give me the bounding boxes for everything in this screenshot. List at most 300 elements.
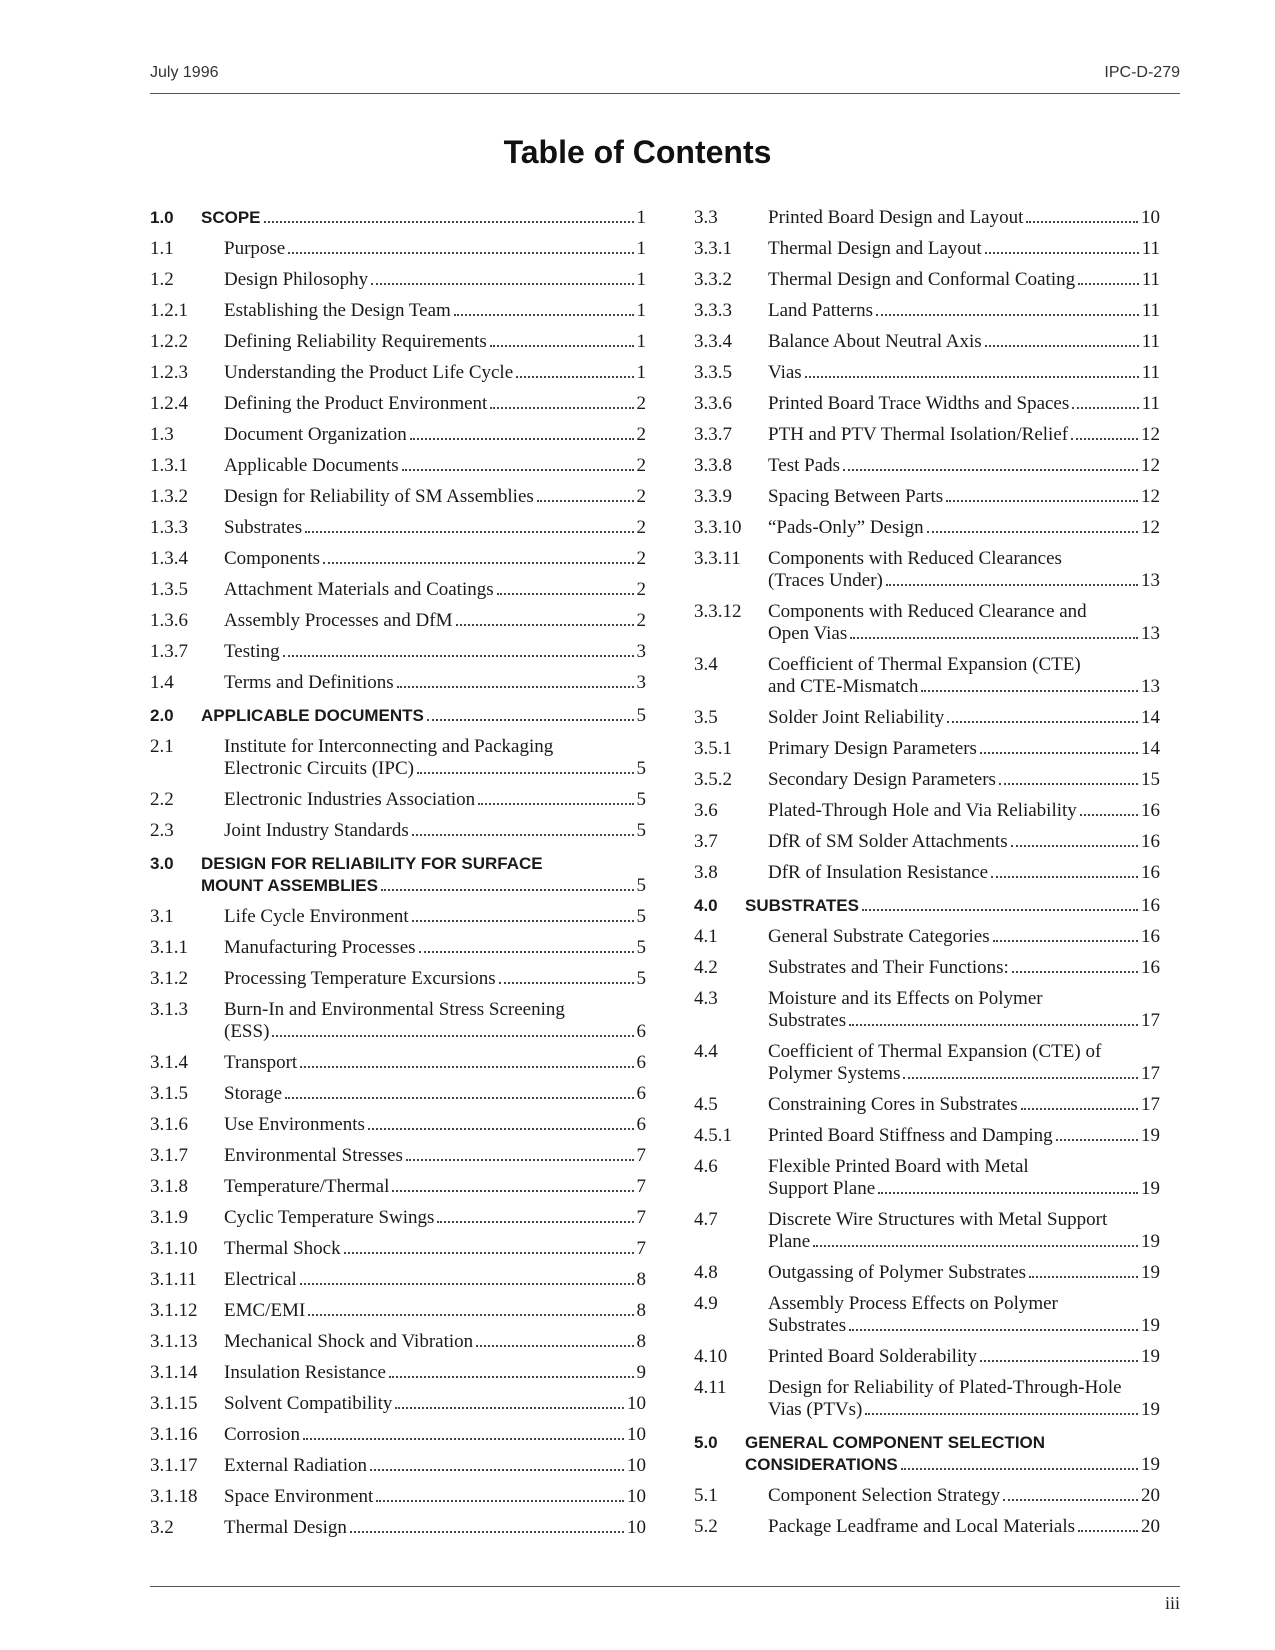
- toc-entry-title: Use Environments: [224, 1114, 365, 1135]
- toc-entry[interactable]: [694, 957, 1160, 979]
- dot-leader: [985, 252, 1139, 254]
- dot-leader: [303, 1438, 624, 1440]
- dot-leader: [927, 531, 1138, 533]
- toc-entry-title: Assembly Processes and DfM: [224, 610, 453, 631]
- toc-entry-title: Test Pads: [768, 455, 841, 476]
- toc-page-number: 11: [1141, 269, 1160, 290]
- toc-entry-title: Design Philosophy: [224, 269, 369, 290]
- toc-entry[interactable]: [150, 1393, 646, 1415]
- toc-entry[interactable]: [150, 1269, 646, 1291]
- toc-section-entry[interactable]: [150, 705, 646, 727]
- toc-entry[interactable]: [694, 393, 1160, 415]
- dot-leader: [1021, 1108, 1138, 1110]
- toc-entry-number: 3.1.14: [150, 1362, 198, 1383]
- toc-entry-number: 1.1: [150, 238, 174, 259]
- toc-entry-number: 2.1: [150, 736, 174, 757]
- dot-leader: [901, 1468, 1138, 1470]
- dot-leader: [991, 876, 1138, 878]
- toc-entry-title: Attachment Materials and Coatings: [224, 579, 494, 600]
- toc-page-number: 16: [1141, 957, 1160, 978]
- toc-entry-number: 3.6: [694, 800, 718, 821]
- toc-entry[interactable]: [150, 641, 646, 663]
- dot-leader: [1029, 1276, 1138, 1278]
- toc-entry-title: Substrates: [768, 1010, 847, 1031]
- toc-entry-title: Constraining Cores in Substrates: [768, 1094, 1018, 1115]
- toc-entry-title: Processing Temperature Excursions: [224, 968, 496, 989]
- toc-entry-title: Thermal Design and Layout: [768, 238, 982, 259]
- dot-leader: [392, 1190, 633, 1192]
- toc-entry[interactable]: [694, 707, 1160, 729]
- toc-entry-title: Defining the Product Environment: [224, 393, 488, 414]
- toc-entry-title: Understanding the Product Life Cycle: [224, 362, 514, 383]
- toc-entry[interactable]: [694, 331, 1160, 353]
- toc-entry-number: 2.2: [150, 789, 174, 810]
- toc-page-number: 11: [1141, 393, 1160, 414]
- toc-entry[interactable]: [150, 455, 646, 477]
- toc-entry-number: 3.3.12: [694, 601, 742, 622]
- toc-entry-title: Coefficient of Thermal Expansion (CTE) of: [768, 1041, 1102, 1062]
- toc-section-entry[interactable]: [694, 895, 1160, 917]
- toc-entry-number: 5.2: [694, 1516, 718, 1537]
- toc-page-number: 3: [636, 641, 646, 662]
- toc-entry[interactable]: [150, 486, 646, 508]
- dot-leader: [886, 584, 1138, 586]
- toc-entry-title: Polymer Systems: [768, 1063, 901, 1084]
- toc-page-number: 19: [1141, 1125, 1160, 1146]
- toc-entry-number: 3.1.8: [150, 1176, 188, 1197]
- toc-entry[interactable]: [150, 548, 646, 570]
- dot-leader: [1056, 1139, 1138, 1141]
- dot-leader: [490, 345, 634, 347]
- dot-leader: [1071, 438, 1138, 440]
- toc-entry-title: Outgassing of Polymer Substrates: [768, 1262, 1027, 1283]
- toc-entry[interactable]: [150, 238, 646, 260]
- toc-section-entry[interactable]: [694, 1432, 1160, 1476]
- toc-entry-title: Solder Joint Reliability: [768, 707, 945, 728]
- dot-leader: [1011, 845, 1138, 847]
- toc-page-number: 16: [1141, 862, 1160, 883]
- toc-page-number: 2: [636, 517, 646, 538]
- toc-entry-number: 1.3.4: [150, 548, 188, 569]
- toc-entry-number: 4.6: [694, 1156, 718, 1177]
- toc-entry-title: Discrete Wire Structures with Metal Support: [768, 1209, 1108, 1230]
- toc-page-number: 5: [636, 789, 646, 810]
- dot-leader: [410, 438, 634, 440]
- toc-entry[interactable]: [694, 548, 1160, 592]
- toc-entry[interactable]: [150, 820, 646, 842]
- toc-entry[interactable]: [694, 424, 1160, 446]
- toc-page-number: 2: [636, 424, 646, 445]
- dot-leader: [344, 1252, 634, 1254]
- footer-rule: [150, 1586, 1180, 1587]
- toc-entry-number: 3.1.5: [150, 1083, 188, 1104]
- toc-page-number: 2: [636, 486, 646, 507]
- toc-page-number: 17: [1141, 1063, 1160, 1084]
- toc-entry[interactable]: [694, 926, 1160, 948]
- toc-entry[interactable]: [150, 517, 646, 539]
- toc-entry[interactable]: [694, 486, 1160, 508]
- toc-page-number: 16: [1141, 831, 1160, 852]
- toc-entry-number: 3.1.3: [150, 999, 188, 1020]
- toc-page-number: 13: [1141, 676, 1160, 697]
- toc-entry-number: 3.2: [150, 1517, 174, 1538]
- toc-entry[interactable]: [150, 1238, 646, 1260]
- toc-entry-number: 3.3.2: [694, 269, 732, 290]
- toc-entry-number: 3.1.12: [150, 1300, 198, 1321]
- toc-entry-number: 1.2.2: [150, 331, 188, 352]
- toc-entry-title: Assembly Process Effects on Polymer: [768, 1293, 1058, 1314]
- toc-entry-title: Plane: [768, 1231, 811, 1252]
- toc-entry-title: (ESS): [224, 1021, 270, 1042]
- dot-leader: [499, 982, 634, 984]
- toc-entry[interactable]: [150, 1300, 646, 1322]
- toc-entry[interactable]: [694, 1156, 1160, 1200]
- dot-leader: [376, 1500, 624, 1502]
- toc-page-number: 1: [636, 331, 646, 352]
- toc-section-entry[interactable]: [150, 207, 646, 229]
- toc-entry[interactable]: [694, 1209, 1160, 1253]
- dot-leader: [406, 1159, 634, 1161]
- toc-entry-title: PTH and PTV Thermal Isolation/Relief: [768, 424, 1069, 445]
- toc-page-number: 7: [636, 1238, 646, 1259]
- toc-entry-number: 4.5.1: [694, 1125, 732, 1146]
- toc-entry[interactable]: [150, 1207, 646, 1229]
- dot-leader: [417, 772, 634, 774]
- toc-entry-title: Applicable Documents: [224, 455, 399, 476]
- toc-page-number: 6: [636, 1021, 646, 1042]
- toc-entry-number: 1.2.1: [150, 300, 188, 321]
- toc-entry[interactable]: [694, 800, 1160, 822]
- toc-entry-number: 3.3.8: [694, 455, 732, 476]
- toc-page-number: 5: [636, 875, 646, 896]
- toc-entry-number: 3.1.1: [150, 937, 188, 958]
- toc-entry-title: Flexible Printed Board with Metal: [768, 1156, 1029, 1177]
- toc-entry-title: Vias (PTVs): [768, 1399, 863, 1420]
- toc-column-right: [694, 207, 1160, 1547]
- toc-entry[interactable]: [694, 988, 1160, 1032]
- toc-page-number: 5: [636, 906, 646, 927]
- toc-entry[interactable]: [150, 1331, 646, 1353]
- toc-entry-number: 3.1.13: [150, 1331, 198, 1352]
- toc-entry[interactable]: [150, 789, 646, 811]
- toc-entry[interactable]: [694, 1262, 1160, 1284]
- toc-entry[interactable]: [694, 1125, 1160, 1147]
- dot-leader: [397, 686, 634, 688]
- toc-entry[interactable]: [694, 1516, 1160, 1538]
- dot-leader: [371, 283, 633, 285]
- dot-leader: [454, 314, 634, 316]
- toc-entry-title: Insulation Resistance: [224, 1362, 386, 1383]
- toc-page-number: 9: [636, 1362, 646, 1383]
- toc-entry[interactable]: [150, 269, 646, 291]
- toc-entry-number: 1.0: [150, 208, 174, 227]
- dot-leader: [300, 1283, 634, 1285]
- toc-entry-title: Joint Industry Standards: [224, 820, 409, 841]
- toc-entry-title: Package Leadframe and Local Materials: [768, 1516, 1076, 1537]
- toc-entry-title: Purpose: [224, 238, 286, 259]
- toc-entry-title: Balance About Neutral Axis: [768, 331, 982, 352]
- toc-section-entry[interactable]: [150, 853, 646, 897]
- toc-entry-number: 5.0: [694, 1433, 718, 1452]
- toc-entry-title: Component Selection Strategy: [768, 1485, 1001, 1506]
- toc-entry-title: Printed Board Solderability: [768, 1346, 977, 1367]
- dot-leader: [305, 531, 633, 533]
- toc-page-number: 7: [636, 1207, 646, 1228]
- toc-entry-number: 1.3.6: [150, 610, 188, 631]
- toc-entry-title: Thermal Design and Conformal Coating: [768, 269, 1076, 290]
- toc-entry-title: Components with Reduced Clearance and: [768, 601, 1087, 622]
- toc-entry[interactable]: [694, 300, 1160, 322]
- toc-entry-number: 3.8: [694, 862, 718, 883]
- dot-leader: [903, 1077, 1138, 1079]
- toc-page-number: 19: [1141, 1346, 1160, 1367]
- toc-entry-number: 4.4: [694, 1041, 718, 1062]
- toc-entry-title: Open Vias: [768, 623, 848, 644]
- dot-leader: [381, 889, 634, 891]
- toc-page-number: 19: [1141, 1315, 1160, 1336]
- toc-page-number: 17: [1141, 1010, 1160, 1031]
- toc-page-number: 19: [1141, 1262, 1160, 1283]
- toc-entry[interactable]: [694, 769, 1160, 791]
- page-number: iii: [1164, 1593, 1180, 1613]
- toc-entry[interactable]: [150, 300, 646, 322]
- toc-entry[interactable]: [694, 207, 1160, 229]
- dot-leader: [1080, 814, 1138, 816]
- toc-entry-number: 1.3.2: [150, 486, 188, 507]
- toc-entry[interactable]: [694, 1346, 1160, 1368]
- toc-entry-number: 3.3.11: [694, 548, 741, 569]
- dot-leader: [456, 624, 634, 626]
- toc-page-number: 5: [636, 968, 646, 989]
- toc-page-number: 6: [636, 1083, 646, 1104]
- toc-entry-title: Burn-In and Environmental Stress Screening: [224, 999, 565, 1020]
- dot-leader: [805, 376, 1139, 378]
- dot-leader: [876, 314, 1139, 316]
- running-header-date: July 1996: [150, 64, 219, 81]
- dot-leader: [813, 1245, 1138, 1247]
- toc-entry[interactable]: [150, 424, 646, 446]
- toc-entry-number: 3.3.7: [694, 424, 732, 445]
- toc-entry[interactable]: [150, 1486, 646, 1508]
- toc-page-number: 16: [1141, 926, 1160, 947]
- toc-entry-title: External Radiation: [224, 1455, 367, 1476]
- toc-entry-title: Thermal Shock: [224, 1238, 341, 1259]
- toc-entry-title: Components with Reduced Clearances: [768, 548, 1062, 569]
- toc-page-number: 1: [636, 300, 646, 321]
- toc-entry-number: 4.7: [694, 1209, 718, 1230]
- toc-page-number: 11: [1141, 300, 1160, 321]
- toc-entry[interactable]: [694, 455, 1160, 477]
- toc-entry-number: 3.3.3: [694, 300, 732, 321]
- toc-entry[interactable]: [150, 579, 646, 601]
- toc-entry-number: 3.1.16: [150, 1424, 198, 1445]
- toc-entry[interactable]: [150, 1362, 646, 1384]
- toc-entry-number: 3.1.17: [150, 1455, 198, 1476]
- toc-entry-number: 4.8: [694, 1262, 718, 1283]
- dot-leader: [389, 1376, 634, 1378]
- toc-entry[interactable]: [150, 1455, 646, 1477]
- toc-entry-number: 1.3.3: [150, 517, 188, 538]
- dot-leader: [283, 655, 634, 657]
- toc-entry[interactable]: [150, 1145, 646, 1167]
- toc-entry[interactable]: [694, 238, 1160, 260]
- toc-page-number: 10: [627, 1393, 646, 1414]
- toc-page-number: 19: [1141, 1178, 1160, 1199]
- toc-entry-title: Transport: [224, 1052, 298, 1073]
- toc-entry[interactable]: [694, 269, 1160, 291]
- toc-entry-number: 3.1.9: [150, 1207, 188, 1228]
- toc-entry[interactable]: [150, 968, 646, 990]
- toc-entry-title: Space Environment: [224, 1486, 374, 1507]
- toc-entry-number: 5.1: [694, 1485, 718, 1506]
- toc-page-number: 3: [636, 672, 646, 693]
- dot-leader: [921, 690, 1138, 692]
- toc-page-number: 11: [1141, 331, 1160, 352]
- toc-entry[interactable]: [694, 862, 1160, 884]
- toc-entry[interactable]: [150, 999, 646, 1043]
- toc-entry[interactable]: [694, 738, 1160, 760]
- toc-entry[interactable]: [150, 1517, 646, 1539]
- toc-page-number: 12: [1141, 517, 1160, 538]
- toc-page-number: 10: [627, 1424, 646, 1445]
- toc-page-number: 8: [636, 1331, 646, 1352]
- toc-entry-title: Electronic Industries Association: [224, 789, 476, 810]
- toc-entry-number: 3.3.6: [694, 393, 732, 414]
- toc-entry-title: Support Plane: [768, 1178, 876, 1199]
- toc-page-number: 2: [636, 393, 646, 414]
- dot-leader: [350, 1531, 624, 1533]
- toc-entry[interactable]: [150, 393, 646, 415]
- toc-entry-number: 1.2.4: [150, 393, 188, 414]
- dot-leader: [490, 407, 633, 409]
- toc-entry[interactable]: [150, 736, 646, 780]
- toc-entry-number: 3.5: [694, 707, 718, 728]
- toc-entry-number: 1.3.1: [150, 455, 188, 476]
- toc-entry[interactable]: [694, 1293, 1160, 1337]
- toc-page-number: 20: [1141, 1485, 1160, 1506]
- toc-entry-title: Printed Board Design and Layout: [768, 207, 1024, 228]
- toc-entry-title: Corrosion: [224, 1424, 300, 1445]
- toc-entry[interactable]: [694, 1094, 1160, 1116]
- toc-entry-number: 3.5.2: [694, 769, 732, 790]
- toc-page-number: 16: [1141, 800, 1160, 821]
- dot-leader: [419, 951, 634, 953]
- toc-entry-title: SUBSTRATES: [745, 896, 859, 915]
- toc-entry[interactable]: [694, 517, 1160, 539]
- toc-entry-number: 3.4: [694, 654, 718, 675]
- toc-page-number: 8: [636, 1300, 646, 1321]
- toc-entry-title: Secondary Design Parameters: [768, 769, 996, 790]
- toc-entry[interactable]: [694, 601, 1160, 645]
- toc-page-number: 12: [1141, 455, 1160, 476]
- toc-entry[interactable]: [150, 937, 646, 959]
- toc-entry[interactable]: [150, 672, 646, 694]
- toc-entry[interactable]: [694, 654, 1160, 698]
- toc-entry[interactable]: [150, 1424, 646, 1446]
- toc-entry-number: 4.1: [694, 926, 718, 947]
- toc-entry-title: Substrates and Their Functions:: [768, 957, 1009, 978]
- toc-entry-title: Defining Reliability Requirements: [224, 331, 487, 352]
- toc-page-number: 2: [636, 579, 646, 600]
- toc-entry[interactable]: [150, 362, 646, 384]
- toc-page-number: 1: [636, 238, 646, 259]
- toc-page-number: 17: [1141, 1094, 1160, 1115]
- toc-entry-number: 1.4: [150, 672, 174, 693]
- toc-column-left: [150, 207, 646, 1548]
- toc-entry-number: 3.1.2: [150, 968, 188, 989]
- toc-entry-title: Moisture and its Effects on Polymer: [768, 988, 1043, 1009]
- toc-entry-title: Coefficient of Thermal Expansion (CTE): [768, 654, 1081, 675]
- dot-leader: [412, 920, 634, 922]
- dot-leader: [264, 221, 634, 223]
- toc-entry[interactable]: [150, 906, 646, 928]
- toc-entry[interactable]: [150, 610, 646, 632]
- toc-page-number: 1: [636, 362, 646, 383]
- toc-entry-number: 3.3: [694, 207, 718, 228]
- toc-entry-number: 3.0: [150, 854, 174, 873]
- toc-page-number: 5: [636, 937, 646, 958]
- toc-page-number: 7: [636, 1145, 646, 1166]
- toc-entry-title: GENERAL COMPONENT SELECTION: [745, 1433, 1046, 1452]
- toc-entry[interactable]: [150, 331, 646, 353]
- toc-entry-title: Electrical: [224, 1269, 297, 1290]
- dot-leader: [370, 1469, 624, 1471]
- toc-entry-number: 3.1.18: [150, 1486, 198, 1507]
- toc-entry[interactable]: [694, 1485, 1160, 1507]
- toc-entry[interactable]: [150, 1083, 646, 1105]
- dot-leader: [476, 1345, 633, 1347]
- toc-page-number: 10: [1141, 207, 1160, 228]
- toc-entry-title: Life Cycle Environment: [224, 906, 409, 927]
- toc-entry-number: 3.3.10: [694, 517, 742, 538]
- toc-entry-number: 4.2: [694, 957, 718, 978]
- toc-entry[interactable]: [694, 1377, 1160, 1421]
- toc-entry[interactable]: [150, 1114, 646, 1136]
- dot-leader: [865, 1413, 1138, 1415]
- toc-entry[interactable]: [694, 1041, 1160, 1085]
- toc-entry-title: Environmental Stresses: [224, 1145, 403, 1166]
- toc-entry-title: DESIGN FOR RELIABILITY FOR SURFACE: [201, 854, 543, 873]
- toc-entry[interactable]: [150, 1176, 646, 1198]
- toc-page-number: 12: [1141, 424, 1160, 445]
- toc-entry-number: 3.1.11: [150, 1269, 197, 1290]
- toc-entry[interactable]: [694, 831, 1160, 853]
- toc-entry[interactable]: [150, 1052, 646, 1074]
- toc-page-number: 8: [636, 1269, 646, 1290]
- toc-page-number: 19: [1141, 1454, 1160, 1475]
- toc-page-number: 10: [627, 1455, 646, 1476]
- toc-entry-number: 1.3: [150, 424, 174, 445]
- dot-leader: [323, 562, 633, 564]
- dot-leader: [999, 783, 1138, 785]
- toc-entry-title: Components: [224, 548, 321, 569]
- dot-leader: [516, 376, 633, 378]
- toc-page-number: 19: [1141, 1231, 1160, 1252]
- toc-entry-title: Design for Reliability of SM Assemblies: [224, 486, 534, 507]
- toc-page-number: 15: [1141, 769, 1160, 790]
- toc-entry-number: 1.2: [150, 269, 174, 290]
- toc-entry-title: Institute for Interconnecting and Packaging: [224, 736, 554, 757]
- dot-leader: [980, 1360, 1138, 1362]
- toc-entry-title: CONSIDERATIONS: [745, 1455, 898, 1474]
- toc-entry-number: 4.10: [694, 1346, 728, 1367]
- toc-entry-number: 1.2.3: [150, 362, 188, 383]
- toc-entry-number: 3.1.15: [150, 1393, 198, 1414]
- toc-entry[interactable]: [694, 362, 1160, 384]
- toc-page-number: 2: [636, 455, 646, 476]
- toc-entry-number: 3.1.6: [150, 1114, 188, 1135]
- toc-entry-number: 3.1.7: [150, 1145, 188, 1166]
